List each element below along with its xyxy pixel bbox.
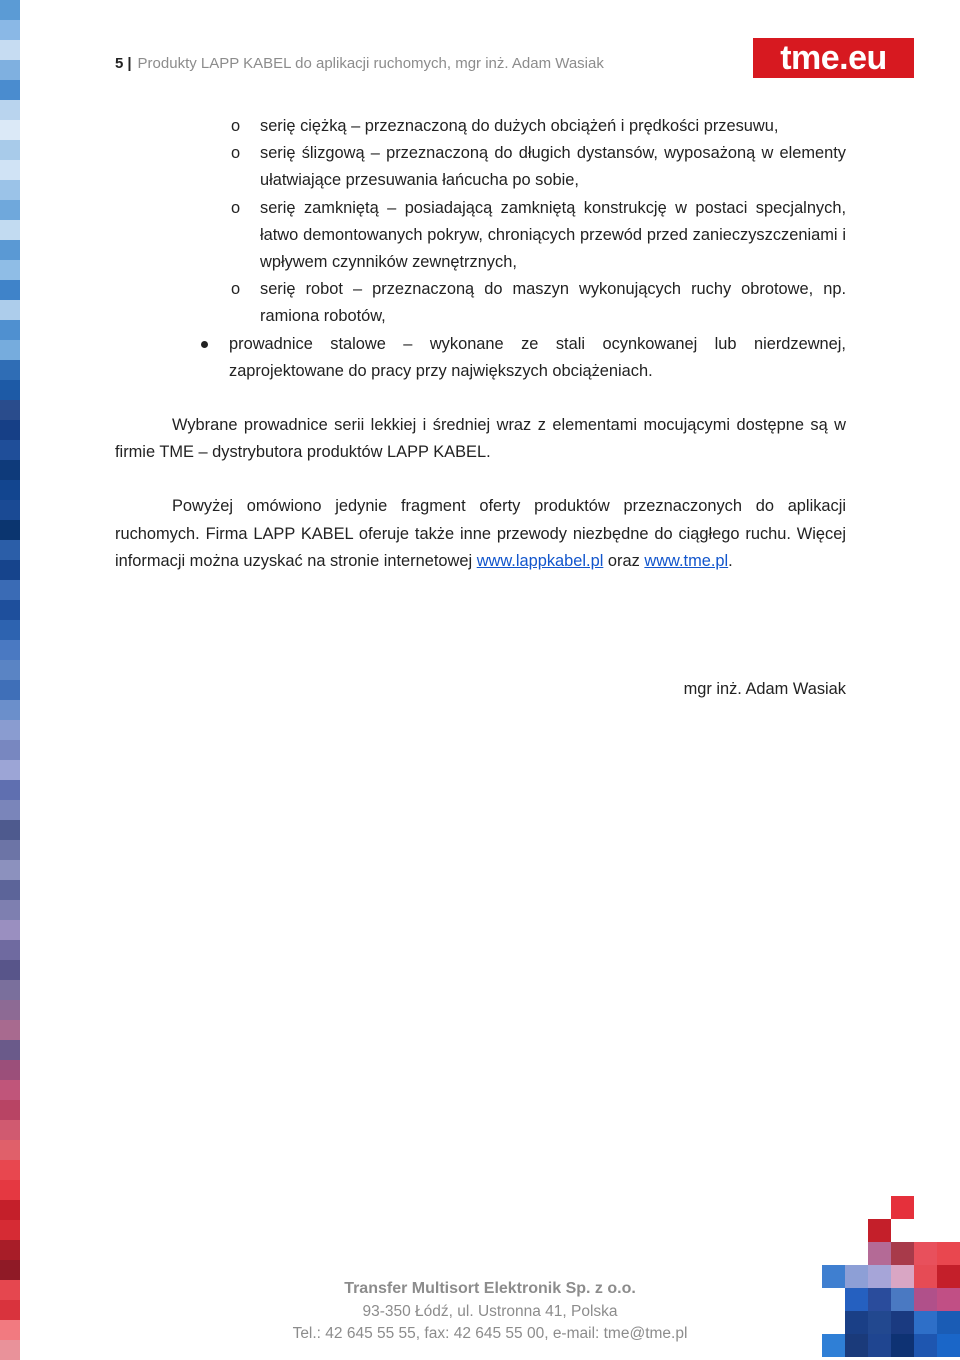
strip-tile	[0, 1040, 20, 1060]
strip-tile	[0, 880, 20, 900]
document-body	[115, 113, 846, 703]
header-title: Produkty LAPP KABEL do aplikacji ruchomych, mgr inż. Adam Wasiak	[137, 55, 604, 72]
mosaic-tile	[868, 1219, 891, 1242]
mosaic-tile	[914, 1334, 937, 1357]
strip-tile	[0, 1020, 20, 1040]
tme-link[interactable]: www.tme.pl	[644, 551, 729, 570]
strip-tile	[0, 360, 20, 380]
strip-tile	[0, 1140, 20, 1160]
strip-tile	[0, 260, 20, 280]
strip-tile	[0, 600, 20, 620]
mosaic-tile	[845, 1265, 868, 1288]
mosaic-tile	[868, 1288, 891, 1311]
strip-tile	[0, 1320, 20, 1340]
strip-tile	[0, 340, 20, 360]
sub-bullet-marker: o	[231, 198, 241, 217]
paragraph-tme-offer: Wybrane prowadnice serii lekkiej i średniej wraz z elementami mocującymi dostępne są w firmie TME – dystrybutora produktów LAPP KABEL.	[115, 416, 846, 462]
strip-tile	[0, 540, 20, 560]
list-item: o serię robot – przeznaczoną do maszyn wykonujących ruchy obrotowe, np. ramiona robotów,	[115, 276, 846, 330]
list-item: o serię zamkniętą – posiadającą zamkniętą konstrukcję w postaci specjalnych, łatwo demontowanych pokryw, chroniących przewód przed zanieczyszczeniami i wpływem czynników zewnętrznych,	[115, 195, 846, 277]
mosaic-tile	[937, 1242, 960, 1265]
strip-tile	[0, 160, 20, 180]
mosaic-tile	[937, 1311, 960, 1334]
strip-tile	[0, 1160, 20, 1180]
tme-logo: tme.eu	[753, 38, 914, 78]
strip-tile	[0, 680, 20, 700]
strip-tile	[0, 780, 20, 800]
strip-tile	[0, 280, 20, 300]
mosaic-tile	[891, 1311, 914, 1334]
strip-tile	[0, 1120, 20, 1140]
footer-company: Transfer Multisort Elektronik Sp. z o.o.	[344, 1280, 636, 1297]
strip-tile	[0, 560, 20, 580]
list-item: o serię ślizgową – przeznaczoną do długich dystansów, wyposażoną w elementy ułatwiające przesuwania łańcucha po sobie,	[115, 140, 846, 194]
mosaic-tile	[845, 1334, 868, 1357]
strip-tile	[0, 40, 20, 60]
strip-tile	[0, 1100, 20, 1120]
strip-tile	[0, 1200, 20, 1220]
strip-tile	[0, 660, 20, 680]
bullet-dot-icon	[201, 341, 208, 348]
decorative-color-strip	[0, 0, 20, 1357]
mosaic-tile	[937, 1334, 960, 1357]
strip-tile	[0, 1240, 20, 1260]
strip-tile	[0, 480, 20, 500]
strip-tile	[0, 1180, 20, 1200]
strip-tile	[0, 740, 20, 760]
strip-tile	[0, 900, 20, 920]
strip-tile	[0, 1080, 20, 1100]
strip-tile	[0, 1280, 20, 1300]
strip-tile	[0, 760, 20, 780]
page-header	[115, 55, 675, 72]
strip-tile	[0, 960, 20, 980]
page-footer	[220, 1278, 760, 1346]
strip-tile	[0, 920, 20, 940]
strip-tile	[0, 1000, 20, 1020]
strip-tile	[0, 840, 20, 860]
mosaic-tile	[868, 1242, 891, 1265]
list-item: o serię ciężką – przeznaczoną do dużych obciążeń i prędkości przesuwu,	[115, 113, 846, 140]
mosaic-tile	[914, 1265, 937, 1288]
strip-tile	[0, 300, 20, 320]
strip-tile	[0, 60, 20, 80]
mosaic-tile	[937, 1265, 960, 1288]
sub-bullet-marker: o	[231, 117, 241, 135]
strip-tile	[0, 820, 20, 840]
strip-tile	[0, 120, 20, 140]
mosaic-tile	[891, 1288, 914, 1311]
strip-tile	[0, 1060, 20, 1080]
strip-tile	[0, 1260, 20, 1280]
strip-tile	[0, 20, 20, 40]
strip-tile	[0, 180, 20, 200]
mosaic-tile	[868, 1311, 891, 1334]
mosaic-tile	[845, 1311, 868, 1334]
sub-bullet-marker: o	[231, 144, 241, 163]
strip-tile	[0, 1220, 20, 1240]
strip-tile	[0, 520, 20, 540]
strip-tile	[0, 620, 20, 640]
mosaic-tile	[845, 1288, 868, 1311]
mosaic-tile	[822, 1334, 845, 1357]
strip-tile	[0, 700, 20, 720]
strip-tile	[0, 800, 20, 820]
mosaic-tile	[914, 1288, 937, 1311]
strip-tile	[0, 140, 20, 160]
strip-tile	[0, 1300, 20, 1320]
mosaic-tile	[914, 1242, 937, 1265]
strip-tile	[0, 500, 20, 520]
strip-tile	[0, 100, 20, 120]
strip-tile	[0, 80, 20, 100]
strip-tile	[0, 580, 20, 600]
mosaic-tile	[891, 1196, 914, 1219]
mosaic-tile	[914, 1311, 937, 1334]
strip-tile	[0, 220, 20, 240]
strip-tile	[0, 0, 20, 20]
mosaic-tile	[891, 1334, 914, 1357]
strip-tile	[0, 200, 20, 220]
strip-tile	[0, 440, 20, 460]
strip-tile	[0, 980, 20, 1000]
footer-address: 93-350 Łódź, ul. Ustronna 41, Polska	[362, 1302, 618, 1320]
strip-tile	[0, 1340, 20, 1360]
header-separator: |	[127, 55, 132, 72]
sub-bullet-marker: o	[231, 280, 241, 299]
strip-tile	[0, 460, 20, 480]
strip-tile	[0, 420, 20, 440]
strip-tile	[0, 400, 20, 420]
strip-tile	[0, 320, 20, 340]
strip-tile	[0, 380, 20, 400]
strip-tile	[0, 940, 20, 960]
footer-contact: Tel.: 42 645 55 55, fax: 42 645 55 00, e-mail: tme@tme.pl	[292, 1325, 688, 1342]
lappkabel-link[interactable]: www.lappkabel.pl	[476, 551, 604, 570]
strip-tile	[0, 640, 20, 660]
strip-tile	[0, 240, 20, 260]
mosaic-tile	[937, 1288, 960, 1311]
strip-tile	[0, 720, 20, 740]
author-signature: mgr inż. Adam Wasiak	[683, 680, 846, 699]
decorative-mosaic	[822, 1196, 960, 1357]
page-number: 5	[115, 55, 124, 72]
mosaic-tile	[891, 1265, 914, 1288]
mosaic-tile	[868, 1265, 891, 1288]
strip-tile	[0, 860, 20, 880]
paragraph-more-info: Powyżej omówiono jedynie fragment oferty produktów przeznaczonych do aplikacji ruchomych. Firma LAPP KABEL oferuje także inne przewody niezbędne do ciągłego ruchu. Więcej informacji można uzyskać na stronie internetowej www.lappkabel.pl oraz www.tme.pl.	[115, 497, 846, 570]
mosaic-tile	[891, 1242, 914, 1265]
mosaic-tile	[868, 1334, 891, 1357]
mosaic-tile	[822, 1265, 845, 1288]
bullet-list-item: prowadnice stalowe – wykonane ze stali ocynkowanej lub nierdzewnej, zaprojektowane do pracy przy największych obciążeniach.	[115, 331, 846, 385]
